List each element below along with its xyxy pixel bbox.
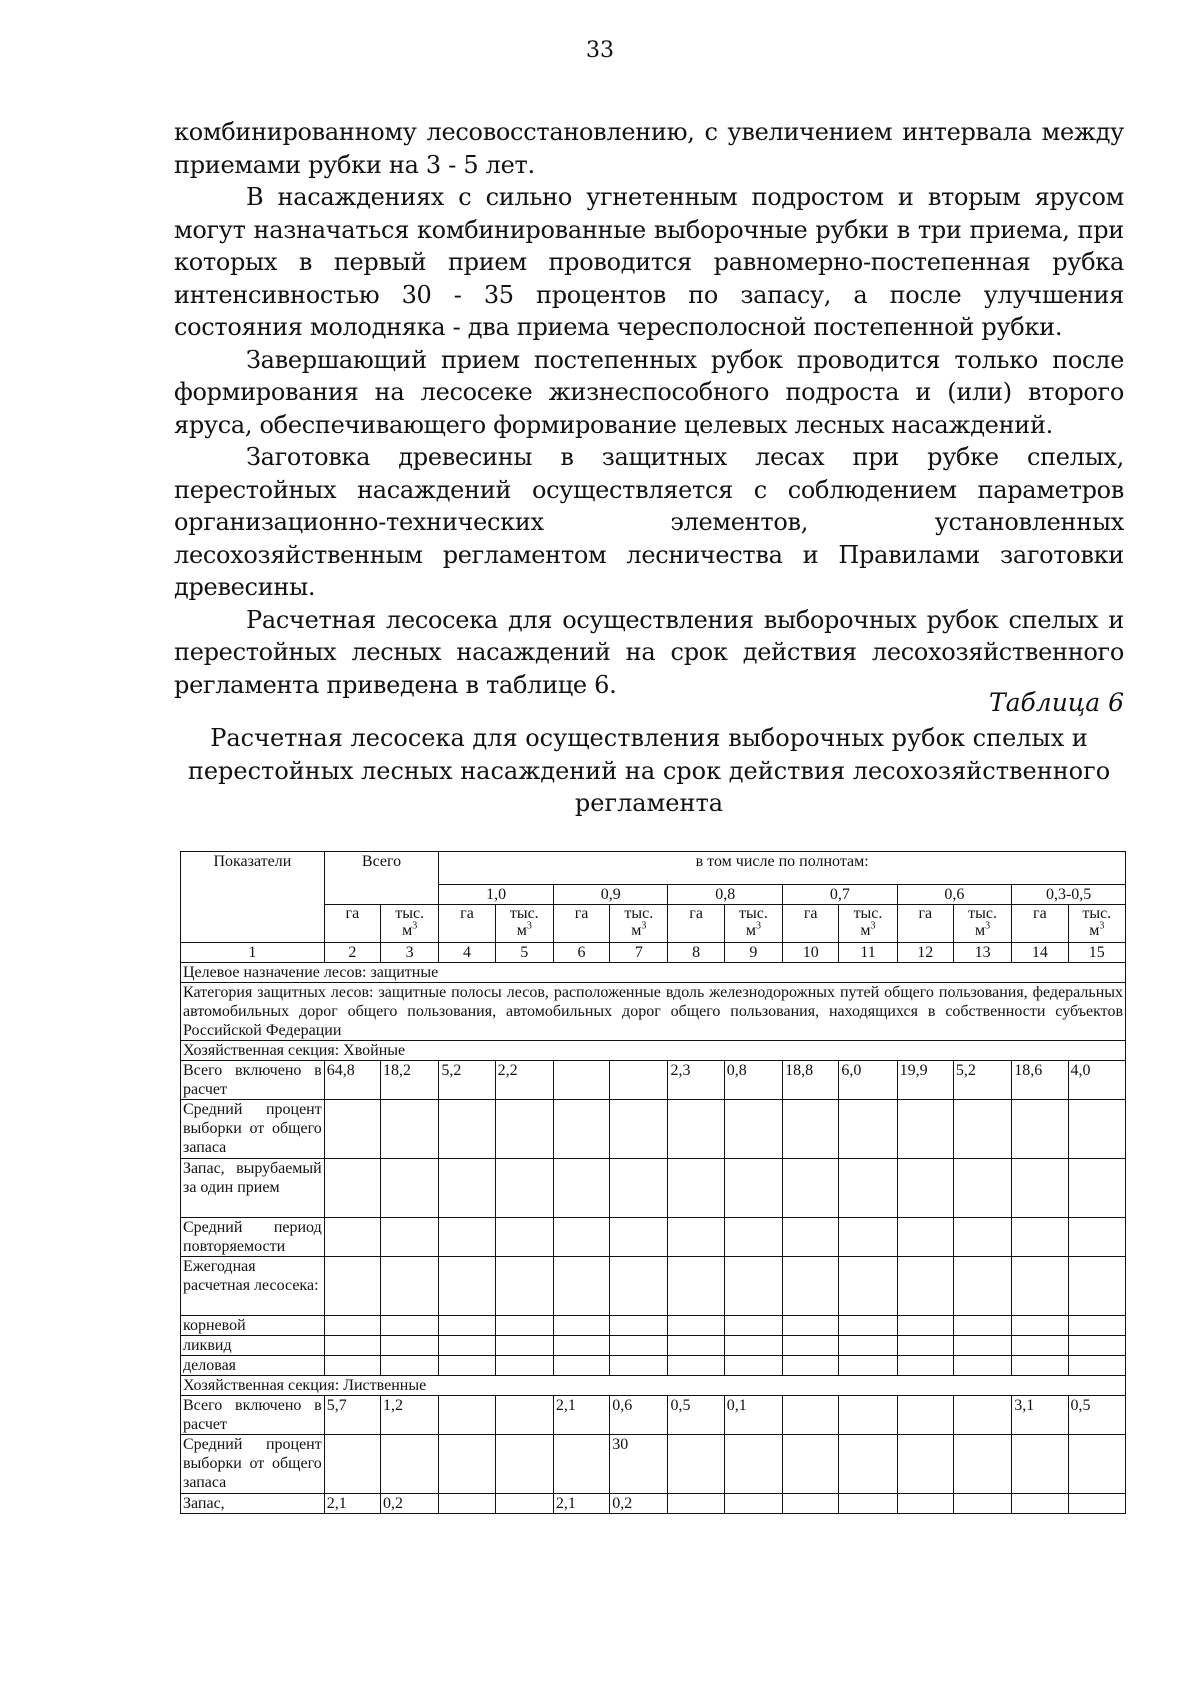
column-number: 8 — [668, 943, 724, 963]
table-cell: 2,2 — [495, 1061, 553, 1100]
table-cell — [839, 1494, 897, 1514]
table-cell — [953, 1435, 1011, 1494]
header-density: 0,3-0,5 — [1012, 885, 1126, 905]
table-cell — [839, 1100, 897, 1159]
table-cell — [1012, 1159, 1068, 1218]
table-cell — [668, 1336, 724, 1356]
table-cell — [724, 1257, 782, 1316]
table-cell — [553, 1336, 609, 1356]
column-number: 5 — [495, 943, 553, 963]
row-label: корневой — [181, 1316, 325, 1336]
table-cell — [783, 1257, 839, 1316]
unit-sup: 3 — [870, 920, 876, 932]
table-cell — [897, 1494, 953, 1514]
unit-thous: тыс. — [968, 905, 997, 922]
table-cell — [953, 1316, 1011, 1336]
header-unit-ha: га — [668, 905, 724, 943]
table-cell — [439, 1257, 495, 1316]
table-cell — [839, 1218, 897, 1257]
table-cell — [1012, 1316, 1068, 1336]
table-cell — [668, 1316, 724, 1336]
table-cell — [783, 1336, 839, 1356]
table-cell — [381, 1218, 439, 1257]
table-cell — [953, 1159, 1011, 1218]
table-cell — [324, 1159, 380, 1218]
header-by-density: в том числе по полнотам: — [439, 852, 1126, 885]
table-cell — [839, 1336, 897, 1356]
unit-sup: 3 — [641, 920, 647, 932]
unit-sup: 3 — [755, 920, 761, 932]
table-cell — [495, 1356, 553, 1376]
table-cell — [324, 1218, 380, 1257]
paragraph: комбинированному лесовосстановлению, с увеличением интервала между приемами рубки на 3 - 5 лет. — [174, 118, 1124, 179]
column-number: 12 — [897, 943, 953, 963]
table-row — [181, 1336, 1126, 1356]
table-cell: 2,1 — [324, 1494, 380, 1514]
table-cell: 19,9 — [897, 1061, 953, 1100]
table-row — [181, 1061, 1126, 1100]
table-cell: 18,8 — [783, 1061, 839, 1100]
table-cell — [897, 1218, 953, 1257]
table-cell — [724, 1316, 782, 1336]
table-cell — [897, 1336, 953, 1356]
table-cell — [897, 1316, 953, 1336]
table-cell — [495, 1218, 553, 1257]
section-title-row — [181, 1376, 1126, 1396]
table-cell: 0,5 — [668, 1396, 724, 1435]
table-cell — [381, 1257, 439, 1316]
table-row — [181, 1356, 1126, 1376]
table-cell — [439, 1159, 495, 1218]
table-container — [180, 851, 1126, 1514]
table-cell — [1068, 1435, 1126, 1494]
unit-m3 — [727, 922, 780, 939]
row-label: Средний период повторяемости — [181, 1218, 325, 1257]
section-title: Хозяйственная секция: Лиственные — [181, 1376, 1126, 1396]
header-density: 0,8 — [668, 885, 783, 905]
table-row — [181, 1435, 1126, 1494]
table-cell — [724, 1336, 782, 1356]
table-title-line: перестойных лесных насаждений на срок действия лесохозяйственного — [187, 756, 1111, 785]
table-cell — [724, 1100, 782, 1159]
table-cell — [495, 1494, 553, 1514]
purpose-row-text: Целевое назначение лесов: защитные — [181, 963, 1126, 983]
table-cell: 4,0 — [1068, 1061, 1126, 1100]
category-row-text-row — [181, 983, 1126, 1041]
table-cell — [953, 1396, 1011, 1435]
unit-m: м — [745, 922, 756, 939]
table-cell — [495, 1336, 553, 1356]
table-cell — [953, 1356, 1011, 1376]
table-cell — [553, 1257, 609, 1316]
table-cell — [668, 1100, 724, 1159]
category-row-text: Категория защитных лесов: защитные полосы лесов, расположенные вдоль железнодорожных путей общего пользования, федеральных автомобильных дорог общего пользования, автомобильных дорог общего пользования, находящихся в собственности субъектов Российской Федерации — [181, 983, 1126, 1041]
table-cell — [439, 1336, 495, 1356]
row-label: Средний процент выборки от общего запаса — [181, 1100, 325, 1159]
paragraph: Расчетная лесосека для осуществления выборочных рубок спелых и перестойных лесных насаждений на срок действия лесохозяйственного регламента приведена в таблице 6. — [174, 605, 1124, 699]
table-cell — [439, 1316, 495, 1336]
table-cell — [839, 1257, 897, 1316]
table-cell: 0,8 — [724, 1061, 782, 1100]
table-cell — [724, 1159, 782, 1218]
table-cell — [783, 1356, 839, 1376]
table-cell — [668, 1435, 724, 1494]
table-cell — [839, 1396, 897, 1435]
table-cell — [953, 1494, 1011, 1514]
table-cell — [897, 1159, 953, 1218]
table-cell — [381, 1100, 439, 1159]
row-label: Запас, вырубаемый за один прием — [181, 1159, 325, 1218]
unit-sup: 3 — [1099, 920, 1105, 932]
table-cell: 2,1 — [553, 1396, 609, 1435]
table-cell — [1068, 1100, 1126, 1159]
table-cell — [1068, 1159, 1126, 1218]
table-cell — [439, 1356, 495, 1376]
table-cell: 5,2 — [439, 1061, 495, 1100]
table-cell — [783, 1159, 839, 1218]
column-number: 3 — [381, 943, 439, 963]
row-label: деловая — [181, 1356, 325, 1376]
table-cell — [381, 1159, 439, 1218]
table-cell — [439, 1435, 495, 1494]
header-unit-ha: га — [553, 905, 609, 943]
table-cell — [668, 1218, 724, 1257]
table-cell — [1012, 1257, 1068, 1316]
table-cell — [439, 1100, 495, 1159]
table-cell — [839, 1435, 897, 1494]
purpose-row-text-row — [181, 963, 1126, 983]
table-cell — [1012, 1356, 1068, 1376]
unit-sup: 3 — [412, 920, 418, 932]
header-unit-thous-m3 — [724, 905, 782, 943]
unit-thous: тыс. — [1082, 905, 1112, 922]
unit-m: м — [631, 922, 642, 939]
column-number: 13 — [953, 943, 1011, 963]
table-cell — [610, 1257, 668, 1316]
table-cell — [495, 1435, 553, 1494]
header-unit-ha: га — [897, 905, 953, 943]
table-cell — [839, 1159, 897, 1218]
table-cell — [324, 1356, 380, 1376]
table-cell — [553, 1100, 609, 1159]
table-cell — [668, 1356, 724, 1376]
unit-sup: 3 — [526, 920, 532, 932]
column-number: 9 — [724, 943, 782, 963]
header-unit-thous-m3 — [381, 905, 439, 943]
unit-m: м — [860, 922, 871, 939]
table-cell — [324, 1257, 380, 1316]
unit-m3 — [841, 922, 894, 939]
body-text — [174, 116, 1124, 701]
unit-m3 — [498, 922, 551, 939]
table-cell: 3,1 — [1012, 1396, 1068, 1435]
header-density: 1,0 — [439, 885, 554, 905]
table-cell — [783, 1435, 839, 1494]
table-cell — [724, 1435, 782, 1494]
table-row — [181, 1316, 1126, 1336]
unit-m: м — [975, 922, 986, 939]
row-label: Ежегодная расчетная лесосека: — [181, 1257, 325, 1316]
table-cell — [324, 1100, 380, 1159]
table-cell — [553, 1061, 609, 1100]
header-unit-thous-m3 — [839, 905, 897, 943]
table-cell — [495, 1100, 553, 1159]
table-cell — [553, 1356, 609, 1376]
table-cell — [953, 1218, 1011, 1257]
column-number: 6 — [553, 943, 609, 963]
header-total: Всего — [324, 852, 439, 905]
column-number: 15 — [1068, 943, 1126, 963]
table-cell — [610, 1100, 668, 1159]
table-title-line: Расчетная лесосека для осуществления выборочных рубок спелых и — [210, 724, 1088, 752]
table-row — [181, 1494, 1126, 1514]
table-cell — [953, 1336, 1011, 1356]
table-cell — [439, 1218, 495, 1257]
table-cell — [897, 1396, 953, 1435]
table-cell: 64,8 — [324, 1061, 380, 1100]
table-cell — [439, 1396, 495, 1435]
table-cell — [495, 1257, 553, 1316]
harvest-table — [180, 851, 1126, 1514]
header-unit-ha: га — [783, 905, 839, 943]
column-number: 2 — [324, 943, 380, 963]
table-cell — [897, 1435, 953, 1494]
table-cell — [1012, 1494, 1068, 1514]
table-cell — [381, 1356, 439, 1376]
table-cell: 0,2 — [381, 1494, 439, 1514]
table-cell — [839, 1316, 897, 1336]
header-density: 0,6 — [897, 885, 1012, 905]
table-cell — [381, 1316, 439, 1336]
header-unit-thous-m3 — [953, 905, 1011, 943]
table-cell — [1012, 1218, 1068, 1257]
unit-m: м — [402, 922, 413, 939]
row-label: Всего включено в расчет — [181, 1061, 325, 1100]
table-cell — [439, 1494, 495, 1514]
table-cell — [783, 1218, 839, 1257]
header-indicators: Показатели — [181, 852, 325, 943]
table-cell — [381, 1435, 439, 1494]
table-cell — [495, 1159, 553, 1218]
section-title: Хозяйственная секция: Хвойные — [181, 1041, 1126, 1061]
table-cell — [1068, 1494, 1126, 1514]
column-number: 7 — [610, 943, 668, 963]
table-cell: 0,6 — [610, 1396, 668, 1435]
unit-thous: тыс. — [624, 905, 654, 922]
table-cell: 2,1 — [553, 1494, 609, 1514]
table-cell — [783, 1100, 839, 1159]
unit-thous: тыс. — [853, 905, 883, 922]
table-cell — [953, 1100, 1011, 1159]
section-title-row — [181, 1041, 1126, 1061]
table-cell: 5,2 — [953, 1061, 1011, 1100]
table-cell — [495, 1316, 553, 1336]
table-cell — [610, 1159, 668, 1218]
table-cell — [668, 1257, 724, 1316]
column-number: 4 — [439, 943, 495, 963]
table-cell — [1068, 1356, 1126, 1376]
table-cell: 0,1 — [724, 1396, 782, 1435]
table-cell — [1068, 1316, 1126, 1336]
unit-m3 — [1071, 922, 1124, 939]
table-cell — [668, 1494, 724, 1514]
table-cell: 6,0 — [839, 1061, 897, 1100]
unit-thous: тыс. — [509, 905, 539, 922]
column-number: 11 — [839, 943, 897, 963]
table-cell — [668, 1159, 724, 1218]
table-cell — [553, 1159, 609, 1218]
header-unit-ha: га — [439, 905, 495, 943]
unit-m: м — [516, 922, 527, 939]
table-cell — [1068, 1257, 1126, 1316]
column-number: 14 — [1012, 943, 1068, 963]
table-cell — [783, 1316, 839, 1336]
table-cell — [724, 1494, 782, 1514]
table-cell — [1012, 1100, 1068, 1159]
table-cell — [495, 1396, 553, 1435]
row-label: Средний процент выборки от общего запаса — [181, 1435, 325, 1494]
table-label: Таблица 6 — [988, 688, 1124, 717]
table-title — [174, 722, 1124, 820]
paragraph: В насаждениях с сильно угнетенным подростом и вторым ярусом могут назначаться комбинированные выборочные рубки в три приема, при которых в первый прием проводится равномерно-постепенная рубка интенсивностью 30 - 35 процентов по запасу, а после улучшения состояния молодняка - два приема чересполосной постепенной рубки. — [174, 183, 1124, 341]
table-row — [181, 1100, 1126, 1159]
table-cell — [897, 1100, 953, 1159]
row-label: Запас, — [181, 1494, 325, 1514]
table-cell — [381, 1336, 439, 1356]
table-cell — [553, 1435, 609, 1494]
table-cell — [610, 1316, 668, 1336]
table-title-line: регламента — [574, 789, 724, 817]
header-unit-ha: га — [1012, 905, 1068, 943]
table-cell — [610, 1356, 668, 1376]
table-cell — [324, 1435, 380, 1494]
table-cell — [839, 1356, 897, 1376]
table-cell — [897, 1356, 953, 1376]
table-cell: 18,6 — [1012, 1061, 1068, 1100]
table-cell — [553, 1218, 609, 1257]
table-cell — [1068, 1218, 1126, 1257]
unit-sup: 3 — [985, 920, 991, 932]
table-cell — [324, 1316, 380, 1336]
table-row — [181, 1218, 1126, 1257]
paragraph: Заготовка древесины в защитных лесах при рубке спелых, перестойных насаждений осуществляется с соблюдением параметров организационно-технических элементов, установленных лесохозяйственным регламентом лесничества и Правилами заготовки древесины. — [174, 443, 1124, 601]
unit-m3 — [383, 922, 436, 939]
unit-m: м — [1089, 922, 1100, 939]
table-cell: 30 — [610, 1435, 668, 1494]
table-cell — [1012, 1336, 1068, 1356]
header-unit-thous-m3 — [1068, 905, 1126, 943]
table-cell — [324, 1336, 380, 1356]
header-unit-thous-m3 — [610, 905, 668, 943]
table-cell — [953, 1257, 1011, 1316]
unit-m3 — [612, 922, 665, 939]
header-density: 0,9 — [553, 885, 668, 905]
table-cell — [610, 1218, 668, 1257]
row-label: Всего включено в расчет — [181, 1396, 325, 1435]
unit-thous: тыс. — [738, 905, 768, 922]
table-row — [181, 1396, 1126, 1435]
table-cell: 0,2 — [610, 1494, 668, 1514]
paragraph: Завершающий прием постепенных рубок проводится только после формирования на лесосеке жизнеспособного подроста и (или) второго яруса, обеспечивающего формирование целевых лесных насаждений. — [174, 345, 1124, 439]
row-label: ликвид — [181, 1336, 325, 1356]
table-cell — [897, 1257, 953, 1316]
table-cell: 0,5 — [1068, 1396, 1126, 1435]
table-cell — [610, 1061, 668, 1100]
table-cell: 18,2 — [381, 1061, 439, 1100]
unit-thous: тыс. — [395, 905, 425, 922]
header-unit-thous-m3 — [495, 905, 553, 943]
table-cell: 2,3 — [668, 1061, 724, 1100]
table-cell — [610, 1336, 668, 1356]
column-number: 10 — [783, 943, 839, 963]
table-cell — [783, 1494, 839, 1514]
table-cell — [783, 1396, 839, 1435]
table-cell: 1,2 — [381, 1396, 439, 1435]
header-density: 0,7 — [783, 885, 898, 905]
table-cell — [724, 1218, 782, 1257]
table-cell — [1068, 1336, 1126, 1356]
table-cell: 5,7 — [324, 1396, 380, 1435]
header-unit-ha: га — [324, 905, 380, 943]
table-cell — [1012, 1435, 1068, 1494]
table-cell — [724, 1356, 782, 1376]
unit-m3 — [956, 922, 1009, 939]
table-cell — [553, 1316, 609, 1336]
column-number: 1 — [181, 943, 325, 963]
table-row — [181, 1257, 1126, 1316]
table-row — [181, 1159, 1126, 1218]
page-number: 33 — [586, 38, 614, 63]
